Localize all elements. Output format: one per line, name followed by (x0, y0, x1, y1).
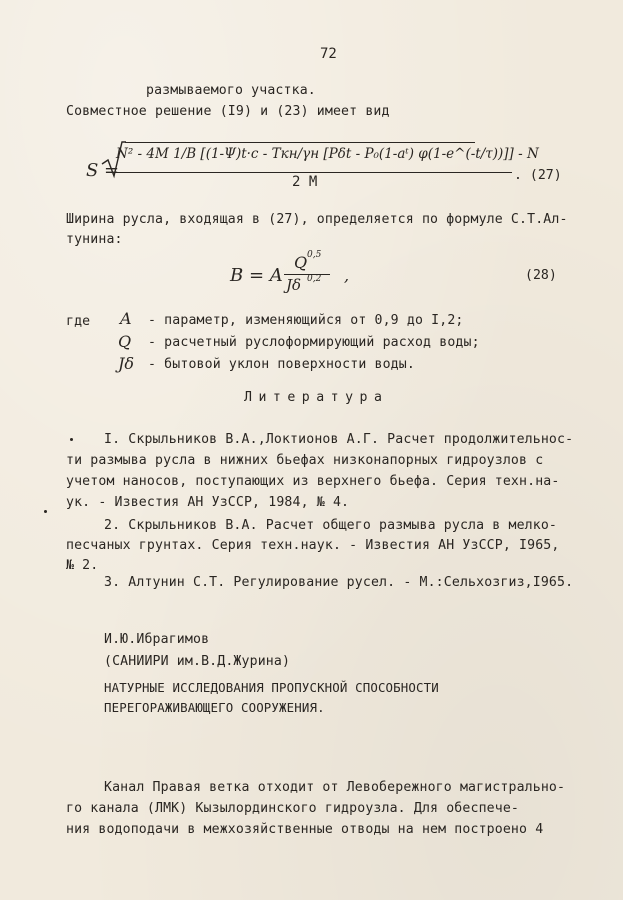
eq27-numerator: N² - 4M 1/B [(1-Ψ)t·c - Tкн/γн [Pδt - P₀(1-aᵗ) φ(1-e^(-t/τ))]] - N (116, 146, 539, 162)
literature-heading: Литература (244, 390, 389, 405)
ref-1-line-2: ти размыва русла в нижних бьефах низконапорных гидроузлов с (66, 453, 544, 468)
article-body-line-1: Канал Правая ветка отходит от Левобережного магистрально- (104, 780, 566, 795)
eq27-radical-bar (125, 142, 475, 143)
text1-line-2: тунина: (66, 232, 123, 247)
ref-1-line-1: I. Скрыльников В.А.,Локтионов А.Г. Расчет продолжительнос- (104, 432, 574, 447)
eq28-denominator-exp: 0,2 (307, 274, 322, 284)
ref-2-line-3: № 2. (66, 558, 99, 573)
top-line-2: Совместное решение (I9) и (23) имеет вид (66, 104, 390, 119)
where-symbol-2: Jδ (118, 354, 135, 373)
ref-2-line-1: 2. Скрыльников В.А. Расчет общего размыва русла в мелко- (104, 518, 558, 533)
margin-mark (70, 438, 73, 441)
eq28-comma: , (344, 266, 350, 285)
article-title-line-1: НАТУРНЫЕ ИССЛЕДОВАНИЯ ПРОПУСКНОЙ СПОСОБНОСТИ (104, 680, 439, 695)
where-text-1: - расчетный руслоформирующий расход воды; (148, 335, 480, 350)
ref-1-line-4: ук. - Известия АН УзССР, 1984, № 4. (66, 495, 350, 510)
eq28-denominator: Jδ (286, 276, 302, 294)
article-body-line-3: ния водоподачи в межхозяйственные отводы на нем построено 4 (66, 822, 544, 837)
article-title-line-2: ПЕРЕГОРАЖИВАЮЩЕГО СООРУЖЕНИЯ. (104, 700, 325, 715)
article-body-line-2: го канала (ЛМК) Кызылординского гидроузла. Для обеспече- (66, 801, 520, 816)
eq27-number: . (27) (514, 168, 562, 183)
eq27-fraction-bar (112, 172, 512, 173)
margin-mark (44, 510, 47, 513)
ref-2-line-2: песчаных грунтах. Серия техн.наук. - Известия АН УзССР, I965, (66, 538, 560, 553)
where-text-0: - параметр, изменяющийся от 0,9 до I,2; (148, 313, 464, 328)
where-symbol-0: A (120, 309, 132, 328)
eq27-lhs: S = (86, 160, 120, 181)
eq28-numerator: Q (294, 253, 308, 272)
ref-1-line-3: учетом наносов, поступающих из верхнего бьефа. Серия техн.на- (66, 474, 560, 489)
eq28-numerator-exp: 0,5 (307, 250, 322, 260)
ref-3-line-1: 3. Алтунин С.Т. Регулирование русел. - М.:Сельхозгиз,I965. (104, 575, 574, 590)
top-line-1: размываемого участка. (146, 83, 316, 98)
article-author: И.Ю.Ибрагимов (104, 632, 210, 647)
where-text-2: - бытовой уклон поверхности воды. (148, 357, 415, 372)
eq28-number: (28) (525, 268, 557, 283)
text1-line-1: Ширина русла, входящая в (27), определяется по формуле С.Т.Ал- (66, 212, 568, 227)
article-affiliation: (САНИИРИ им.В.Д.Журина) (104, 654, 291, 669)
where-symbol-1: Q (118, 332, 132, 351)
eq28-lhs: B = A (230, 265, 283, 286)
where-label: где (66, 314, 91, 329)
page-number: 72 (320, 46, 337, 62)
eq27-denominator: 2 M (292, 174, 318, 190)
